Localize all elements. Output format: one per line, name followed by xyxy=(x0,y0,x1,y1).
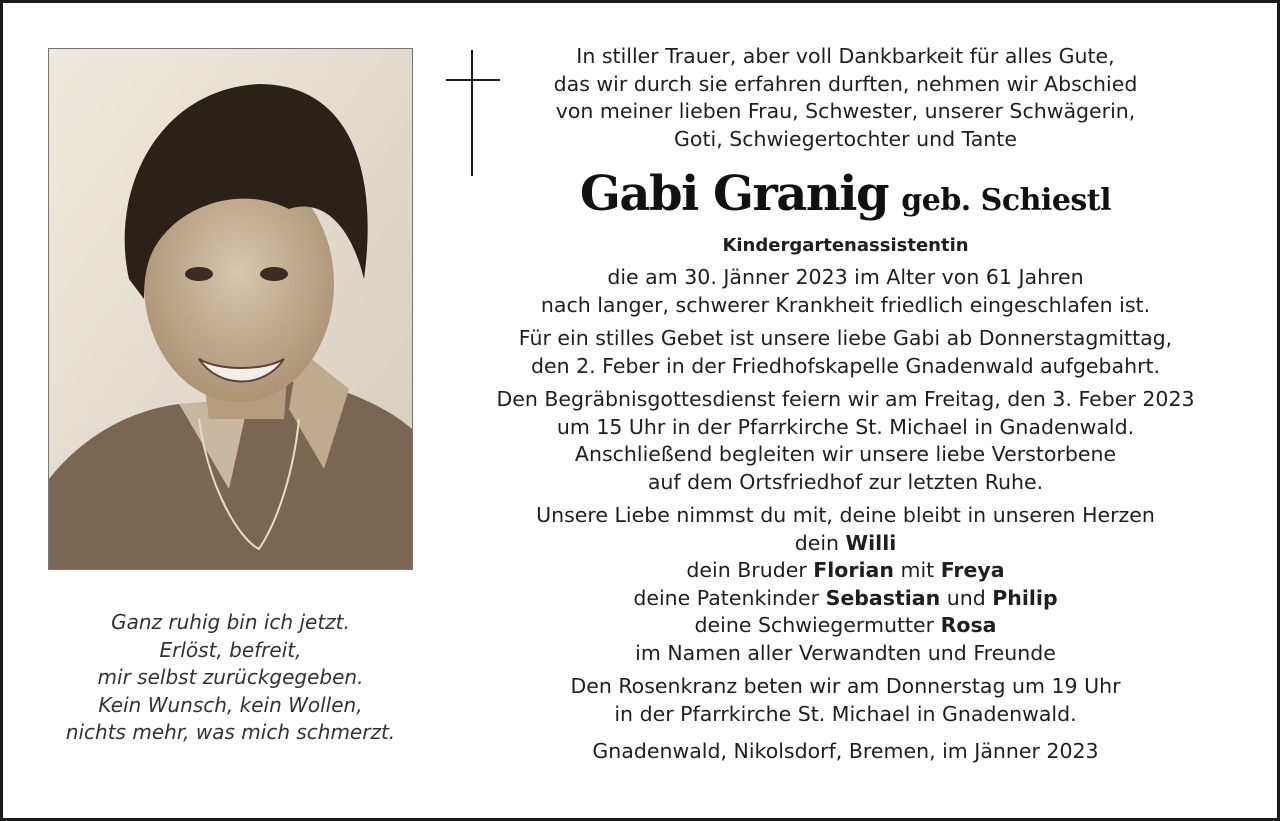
intro-line: Goti, Schwiegertochter und Tante xyxy=(674,126,1017,151)
deceased-name-heading xyxy=(458,165,1233,232)
mother-in-law-name: Rosa xyxy=(940,613,997,637)
family-mother-in-law xyxy=(458,612,1233,640)
deceased-name: Gabi Granig xyxy=(579,166,889,222)
portrait-icon xyxy=(49,49,412,569)
poem xyxy=(43,609,418,747)
family-brother xyxy=(458,557,1233,585)
maiden-name: geb. Schiestl xyxy=(901,183,1112,218)
husband-name: Willi xyxy=(845,530,897,555)
death-info xyxy=(458,264,1233,319)
family-husband xyxy=(458,530,1233,558)
poem-line: Kein Wunsch, kein Wollen, xyxy=(98,692,363,717)
husband-prefix: dein xyxy=(794,530,846,555)
profession: Kindergartenassistentin xyxy=(722,235,969,256)
place-date: Gnadenwald, Nikolsdorf, Bremen, im Jänner 2023 xyxy=(592,739,1099,763)
godchildren-and: und xyxy=(940,585,993,610)
godchildren-prefix: deine Patenkinder xyxy=(633,585,826,610)
intro xyxy=(458,43,1233,153)
brother-partner-name: Freya xyxy=(940,558,1005,582)
obituary-text xyxy=(458,43,1233,766)
brother-prefix: dein Bruder xyxy=(686,558,814,582)
mother-in-law-prefix: deine Schwiegermutter xyxy=(694,613,941,637)
funeral-info xyxy=(458,386,1233,496)
rosary-info xyxy=(458,673,1233,728)
love-line: Unsere Liebe nimmst du mit, deine bleibt in unseren Herzen xyxy=(536,503,1155,527)
family-godchildren xyxy=(458,585,1233,613)
funeral-line: auf dem Ortsfriedhof zur letzten Ruhe. xyxy=(647,469,1044,494)
poem-line: Erlöst, befreit, xyxy=(159,637,302,662)
brother-with: mit xyxy=(893,558,941,582)
viewing-line: Für ein stilles Gebet ist unsere liebe Gabi ab Donnerstagmittag, xyxy=(518,326,1173,350)
brother-name: Florian xyxy=(813,558,894,582)
viewing-line: den 2. Feber in der Friedhofskapelle Gnadenwald aufgebahrt. xyxy=(530,353,1161,378)
poem-line: nichts mehr, was mich schmerzt. xyxy=(65,720,396,744)
poem-line: mir selbst zurückgegeben. xyxy=(97,665,364,689)
portrait-photo xyxy=(48,48,413,570)
funeral-line: Anschließend begleiten wir unsere liebe Verstorbene xyxy=(574,442,1117,466)
godchild-name: Philip xyxy=(992,585,1058,610)
death-info-line: die am 30. Jänner 2023 im Alter von 61 Jahren xyxy=(607,265,1084,289)
intro-line: In stiller Trauer, aber voll Dankbarkeit für alles Gute, xyxy=(576,44,1115,68)
rosary-line: Den Rosenkranz beten wir am Donnerstag um 19 Uhr xyxy=(570,674,1121,698)
intro-line: das wir durch sie erfahren durften, nehmen wir Abschied xyxy=(553,71,1138,96)
poem-line: Ganz ruhig bin ich jetzt. xyxy=(111,610,350,634)
funeral-line: Den Begräbnisgottesdienst feiern wir am Freitag, den 3. Feber 2023 xyxy=(496,387,1195,411)
rosary-line: in der Pfarrkirche St. Michael in Gnadenwald. xyxy=(614,701,1077,726)
viewing-info xyxy=(458,325,1233,380)
godchild-name: Sebastian xyxy=(825,585,941,610)
funeral-line: um 15 Uhr in der Pfarrkirche St. Michael in Gnadenwald. xyxy=(556,414,1135,439)
family-relatives: im Namen aller Verwandten und Freunde xyxy=(635,640,1056,665)
family-list xyxy=(458,502,1233,667)
intro-line: von meiner lieben Frau, Schwester, unserer Schwägerin, xyxy=(555,99,1136,123)
death-info-line: nach langer, schwerer Krankheit friedlich eingeschlafen ist. xyxy=(540,292,1151,317)
